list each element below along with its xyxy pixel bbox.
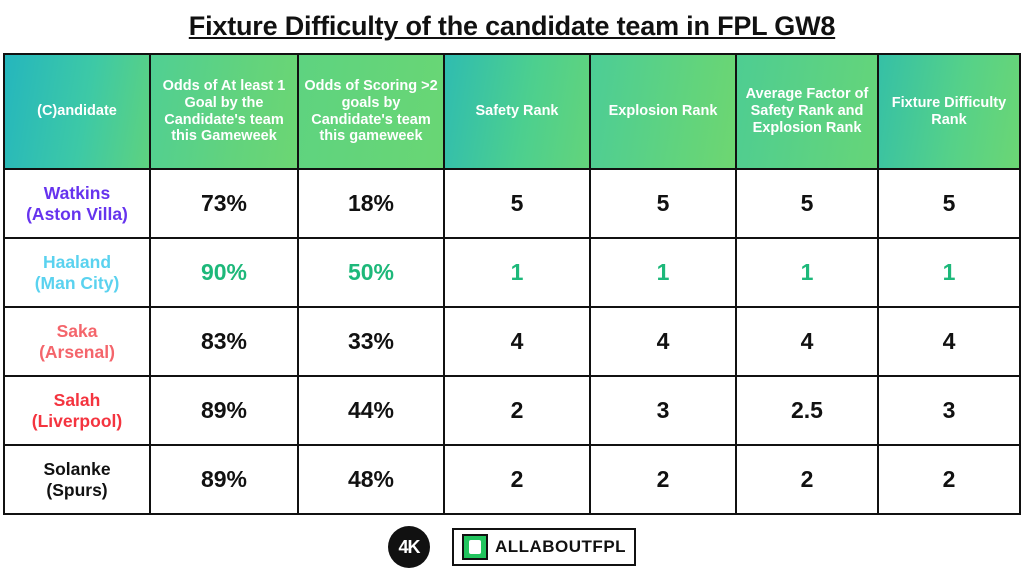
average-rank-cell: 1 bbox=[736, 238, 878, 307]
allaboutfpl-mark-icon bbox=[462, 534, 488, 560]
odds-two-goals-cell: 44% bbox=[298, 376, 444, 445]
odds-two-goals-cell: 48% bbox=[298, 445, 444, 514]
explosion-rank-cell: 2 bbox=[590, 445, 736, 514]
player-cell bbox=[4, 376, 150, 445]
safety-rank-cell: 5 bbox=[444, 169, 590, 238]
allaboutfpl-logo bbox=[452, 528, 636, 566]
player-team: (Arsenal) bbox=[39, 341, 115, 362]
fixture-difficulty-rank-cell: 5 bbox=[878, 169, 1020, 238]
player-team: (Aston Villa) bbox=[26, 203, 128, 224]
table-row bbox=[4, 307, 1020, 376]
table-row bbox=[4, 238, 1020, 307]
odds-one-goal-cell: 83% bbox=[150, 307, 298, 376]
player-name: Saka bbox=[56, 320, 98, 341]
explosion-rank-cell: 3 bbox=[590, 376, 736, 445]
player-team: (Spurs) bbox=[46, 479, 108, 500]
player-cell bbox=[4, 445, 150, 514]
fixture-difficulty-rank-cell: 3 bbox=[878, 376, 1020, 445]
fixture-difficulty-rank-cell: 1 bbox=[878, 238, 1020, 307]
column-header-explosion-rank: Explosion Rank bbox=[590, 54, 736, 169]
safety-rank-cell: 2 bbox=[444, 445, 590, 514]
odds-one-goal-cell: 90% bbox=[150, 238, 298, 307]
safety-rank-cell: 1 bbox=[444, 238, 590, 307]
footer bbox=[0, 526, 1024, 568]
player-name: Salah bbox=[53, 389, 101, 410]
average-rank-cell: 4 bbox=[736, 307, 878, 376]
explosion-rank-cell: 1 bbox=[590, 238, 736, 307]
table-row bbox=[4, 445, 1020, 514]
fixture-difficulty-rank-cell: 2 bbox=[878, 445, 1020, 514]
player-name: Watkins bbox=[43, 182, 111, 203]
table-header bbox=[4, 54, 1020, 169]
explosion-rank-cell: 4 bbox=[590, 307, 736, 376]
average-rank-cell: 5 bbox=[736, 169, 878, 238]
allaboutfpl-brand-text: ALLABOUTFPL bbox=[494, 537, 627, 556]
column-header-odds-one-goal: Odds of At least 1 Goal by the Candidate's team this Gameweek bbox=[150, 54, 298, 169]
player-cell bbox=[4, 238, 150, 307]
average-rank-cell: 2.5 bbox=[736, 376, 878, 445]
table-body bbox=[4, 169, 1020, 514]
header-row bbox=[4, 54, 1020, 169]
column-header-safety-rank: Safety Rank bbox=[444, 54, 590, 169]
page-title: Fixture Difficulty of the candidate team in FPL GW8 bbox=[188, 11, 836, 41]
column-header-candidate: (C)andidate bbox=[4, 54, 150, 169]
fourk-logo-icon: 4K bbox=[388, 526, 430, 568]
player-cell bbox=[4, 169, 150, 238]
column-header-average-factor: Average Factor of Safety Rank and Explosion Rank bbox=[736, 54, 878, 169]
explosion-rank-cell: 5 bbox=[590, 169, 736, 238]
column-header-fixture-difficulty-rank: Fixture Difficulty Rank bbox=[878, 54, 1020, 169]
safety-rank-cell: 2 bbox=[444, 376, 590, 445]
player-team: (Liverpool) bbox=[31, 410, 123, 431]
player-name: Solanke bbox=[43, 458, 111, 479]
player-cell bbox=[4, 307, 150, 376]
odds-one-goal-cell: 89% bbox=[150, 445, 298, 514]
odds-two-goals-cell: 33% bbox=[298, 307, 444, 376]
player-team: (Man City) bbox=[34, 272, 120, 293]
fixture-difficulty-rank-cell: 4 bbox=[878, 307, 1020, 376]
odds-one-goal-cell: 73% bbox=[150, 169, 298, 238]
fixture-difficulty-table bbox=[3, 53, 1021, 515]
column-header-odds-two-goals: Odds of Scoring >2 goals by Candidate's team this gameweek bbox=[298, 54, 444, 169]
player-name: Haaland bbox=[42, 251, 112, 272]
table-row bbox=[4, 169, 1020, 238]
average-rank-cell: 2 bbox=[736, 445, 878, 514]
table-row bbox=[4, 376, 1020, 445]
odds-two-goals-cell: 50% bbox=[298, 238, 444, 307]
odds-two-goals-cell: 18% bbox=[298, 169, 444, 238]
safety-rank-cell: 4 bbox=[444, 307, 590, 376]
odds-one-goal-cell: 89% bbox=[150, 376, 298, 445]
